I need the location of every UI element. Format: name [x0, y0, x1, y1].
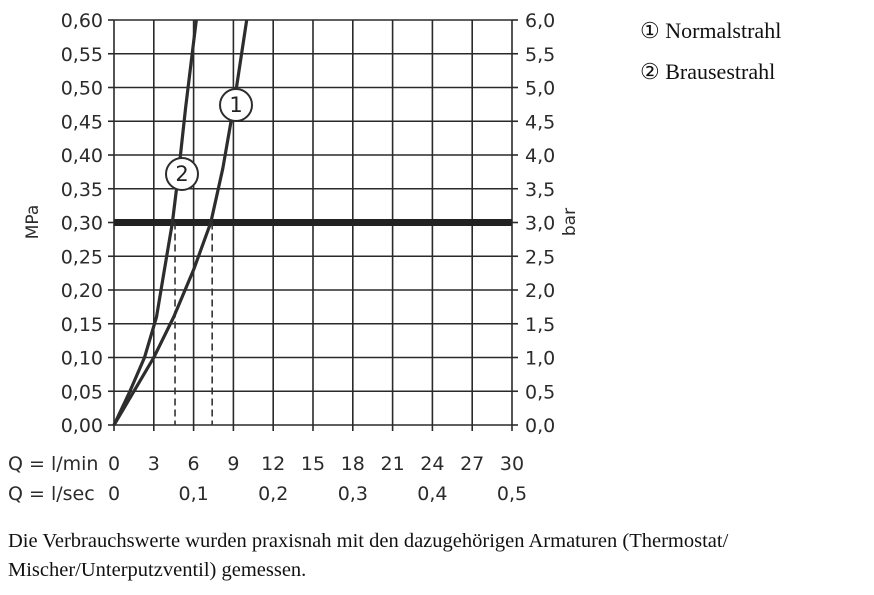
x-axis-primary-title: Q = l/min [8, 453, 99, 475]
right-tick-label: 2,0 [525, 280, 556, 302]
chart-labels [8, 10, 580, 505]
right-tick-label: 5,0 [525, 77, 556, 100]
left-tick-label: 0,15 [60, 313, 103, 336]
legend-entry: ① Normalstrahl [640, 18, 782, 43]
left-tick-label: 0,25 [60, 246, 103, 269]
right-tick-label: 1,0 [525, 347, 556, 370]
left-tick-label: 0,30 [60, 212, 103, 235]
right-tick-label: 3,5 [525, 178, 556, 201]
x-primary-tick-label: 3 [147, 453, 160, 475]
right-tick-label: 2,5 [525, 246, 556, 269]
legend-entry: ② Brausestrahl [640, 59, 776, 84]
x-secondary-tick-label: 0,2 [258, 483, 289, 505]
right-tick-label: 4,0 [525, 145, 556, 167]
right-tick-label: 0,5 [525, 381, 556, 404]
x-primary-tick-label: 18 [340, 453, 365, 475]
footnote-text: Die Verbrauchswerte wurden praxisnah mit den dazugehörigen Armaturen (Thermostat/ Mischer/Unterputzventil) gemessen. [8, 530, 729, 581]
x-primary-tick-label: 24 [420, 453, 445, 475]
right-tick-label: 1,5 [525, 313, 556, 336]
left-axis-title: MPa [23, 204, 43, 240]
x-primary-tick-label: 12 [261, 453, 286, 475]
x-primary-tick-label: 15 [300, 453, 326, 475]
x-secondary-tick-label: 0,1 [178, 483, 209, 505]
x-primary-tick-label: 6 [187, 453, 200, 475]
series-marker-label: 2 [175, 162, 189, 186]
left-tick-label: 0,60 [60, 10, 103, 32]
right-tick-label: 3,0 [525, 212, 556, 235]
right-tick-label: 6,0 [525, 10, 556, 32]
left-tick-label: 0,20 [60, 280, 103, 302]
x-secondary-tick-label: 0,5 [496, 483, 528, 505]
left-tick-label: 0,00 [60, 415, 103, 437]
x-secondary-tick-label: 0,3 [337, 483, 368, 505]
left-tick-label: 0,05 [60, 381, 103, 404]
left-tick-label: 0,45 [60, 111, 103, 134]
right-axis-title: bar [560, 207, 580, 237]
x-secondary-tick-label: 0 [107, 483, 121, 505]
left-tick-label: 0,55 [60, 43, 103, 66]
chart-legend [640, 18, 781, 84]
left-tick-label: 0,40 [60, 145, 103, 167]
x-secondary-tick-label: 0,4 [417, 483, 448, 505]
left-tick-label: 0,50 [60, 77, 103, 100]
x-primary-tick-label: 0 [107, 453, 121, 475]
left-tick-label: 0,35 [60, 178, 103, 201]
x-primary-tick-label: 30 [499, 453, 525, 475]
left-tick-label: 0,10 [60, 347, 103, 370]
x-primary-tick-label: 21 [380, 453, 405, 475]
x-axis-secondary-title: Q = l/sec [8, 483, 95, 505]
x-primary-tick-label: 9 [227, 453, 240, 475]
right-tick-label: 5,5 [525, 43, 556, 66]
series-marker-label: 1 [229, 93, 243, 117]
right-tick-label: 0,0 [525, 415, 556, 437]
x-primary-tick-label: 27 [460, 453, 485, 475]
right-tick-label: 4,5 [525, 111, 556, 134]
